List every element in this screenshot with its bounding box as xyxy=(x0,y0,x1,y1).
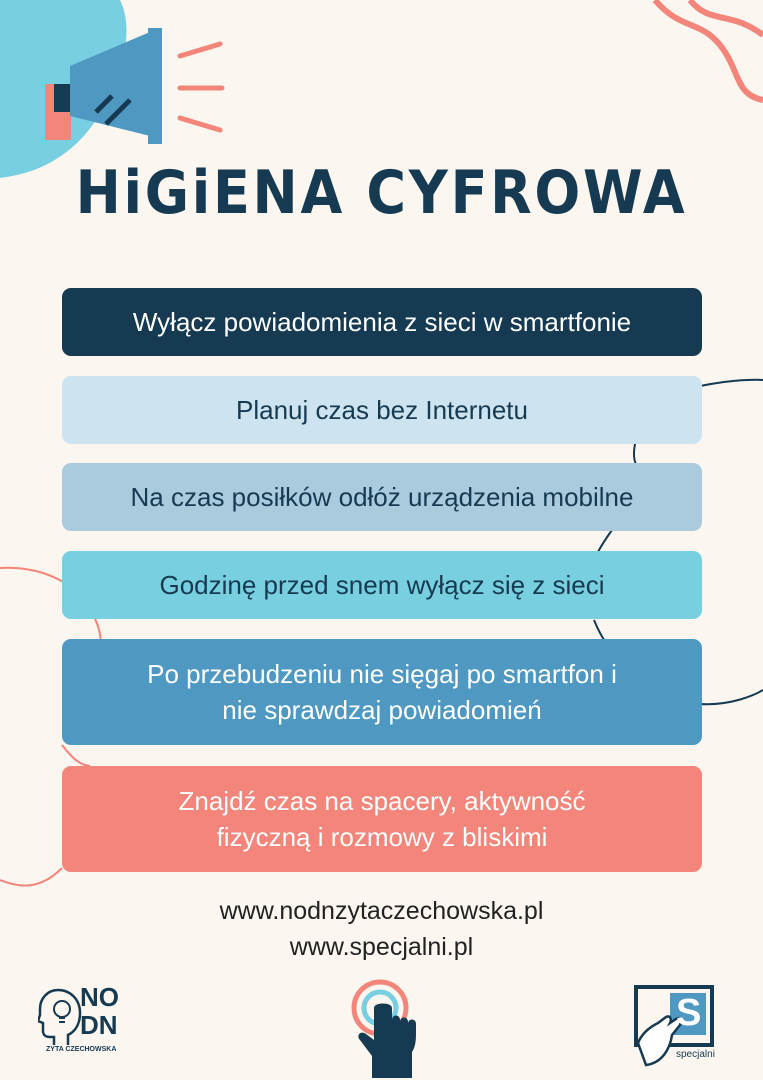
tip-card-2 xyxy=(62,376,702,444)
link-nodn[interactable]: www.nodnzytaczechowska.pl xyxy=(219,897,544,925)
logo-caption: ZYTA CZECHOWSKA xyxy=(46,1046,117,1053)
tip-text: Na czas posiłków odłóż urządzenia mobilne xyxy=(130,482,634,512)
tip-text-line-1: Znajdź czas na spacery, aktywność xyxy=(178,786,586,816)
lightbulb-head-icon xyxy=(38,987,82,1047)
tip-text: Godzinę przed snem wyłącz się z sieci xyxy=(159,570,605,600)
logo-text-no: NO xyxy=(80,982,119,1012)
touch-hand-icon xyxy=(350,978,422,1078)
nodn-logo xyxy=(38,983,118,1069)
tip-card-6 xyxy=(62,766,702,872)
page-title: HiGiENA CYFROWA xyxy=(75,158,688,228)
tip-card-4 xyxy=(62,551,702,619)
website-links xyxy=(0,893,763,965)
tip-text-line-1: Po przebudzeniu nie sięgaj po smartfon i xyxy=(147,659,617,689)
tip-card-1 xyxy=(62,288,702,356)
link-specjalni[interactable]: www.specjalni.pl xyxy=(289,933,474,961)
tip-card-3 xyxy=(62,463,702,531)
logo-caption: specjalni xyxy=(676,1049,715,1060)
logo-letter-s: S xyxy=(676,992,702,1034)
tip-card-5 xyxy=(62,639,702,745)
tip-text-line-2: fizyczną i rozmowy z bliskimi xyxy=(216,822,548,852)
specjalni-logo xyxy=(632,983,716,1069)
logo-text-dn: DN xyxy=(80,1010,118,1040)
megaphone-icon xyxy=(40,26,230,146)
tip-text: Planuj czas bez Internetu xyxy=(236,395,528,425)
tip-text: Wyłącz powiadomienia z sieci w smartfonie xyxy=(132,307,632,337)
tip-text-line-2: nie sprawdzaj powiadomień xyxy=(222,695,542,725)
